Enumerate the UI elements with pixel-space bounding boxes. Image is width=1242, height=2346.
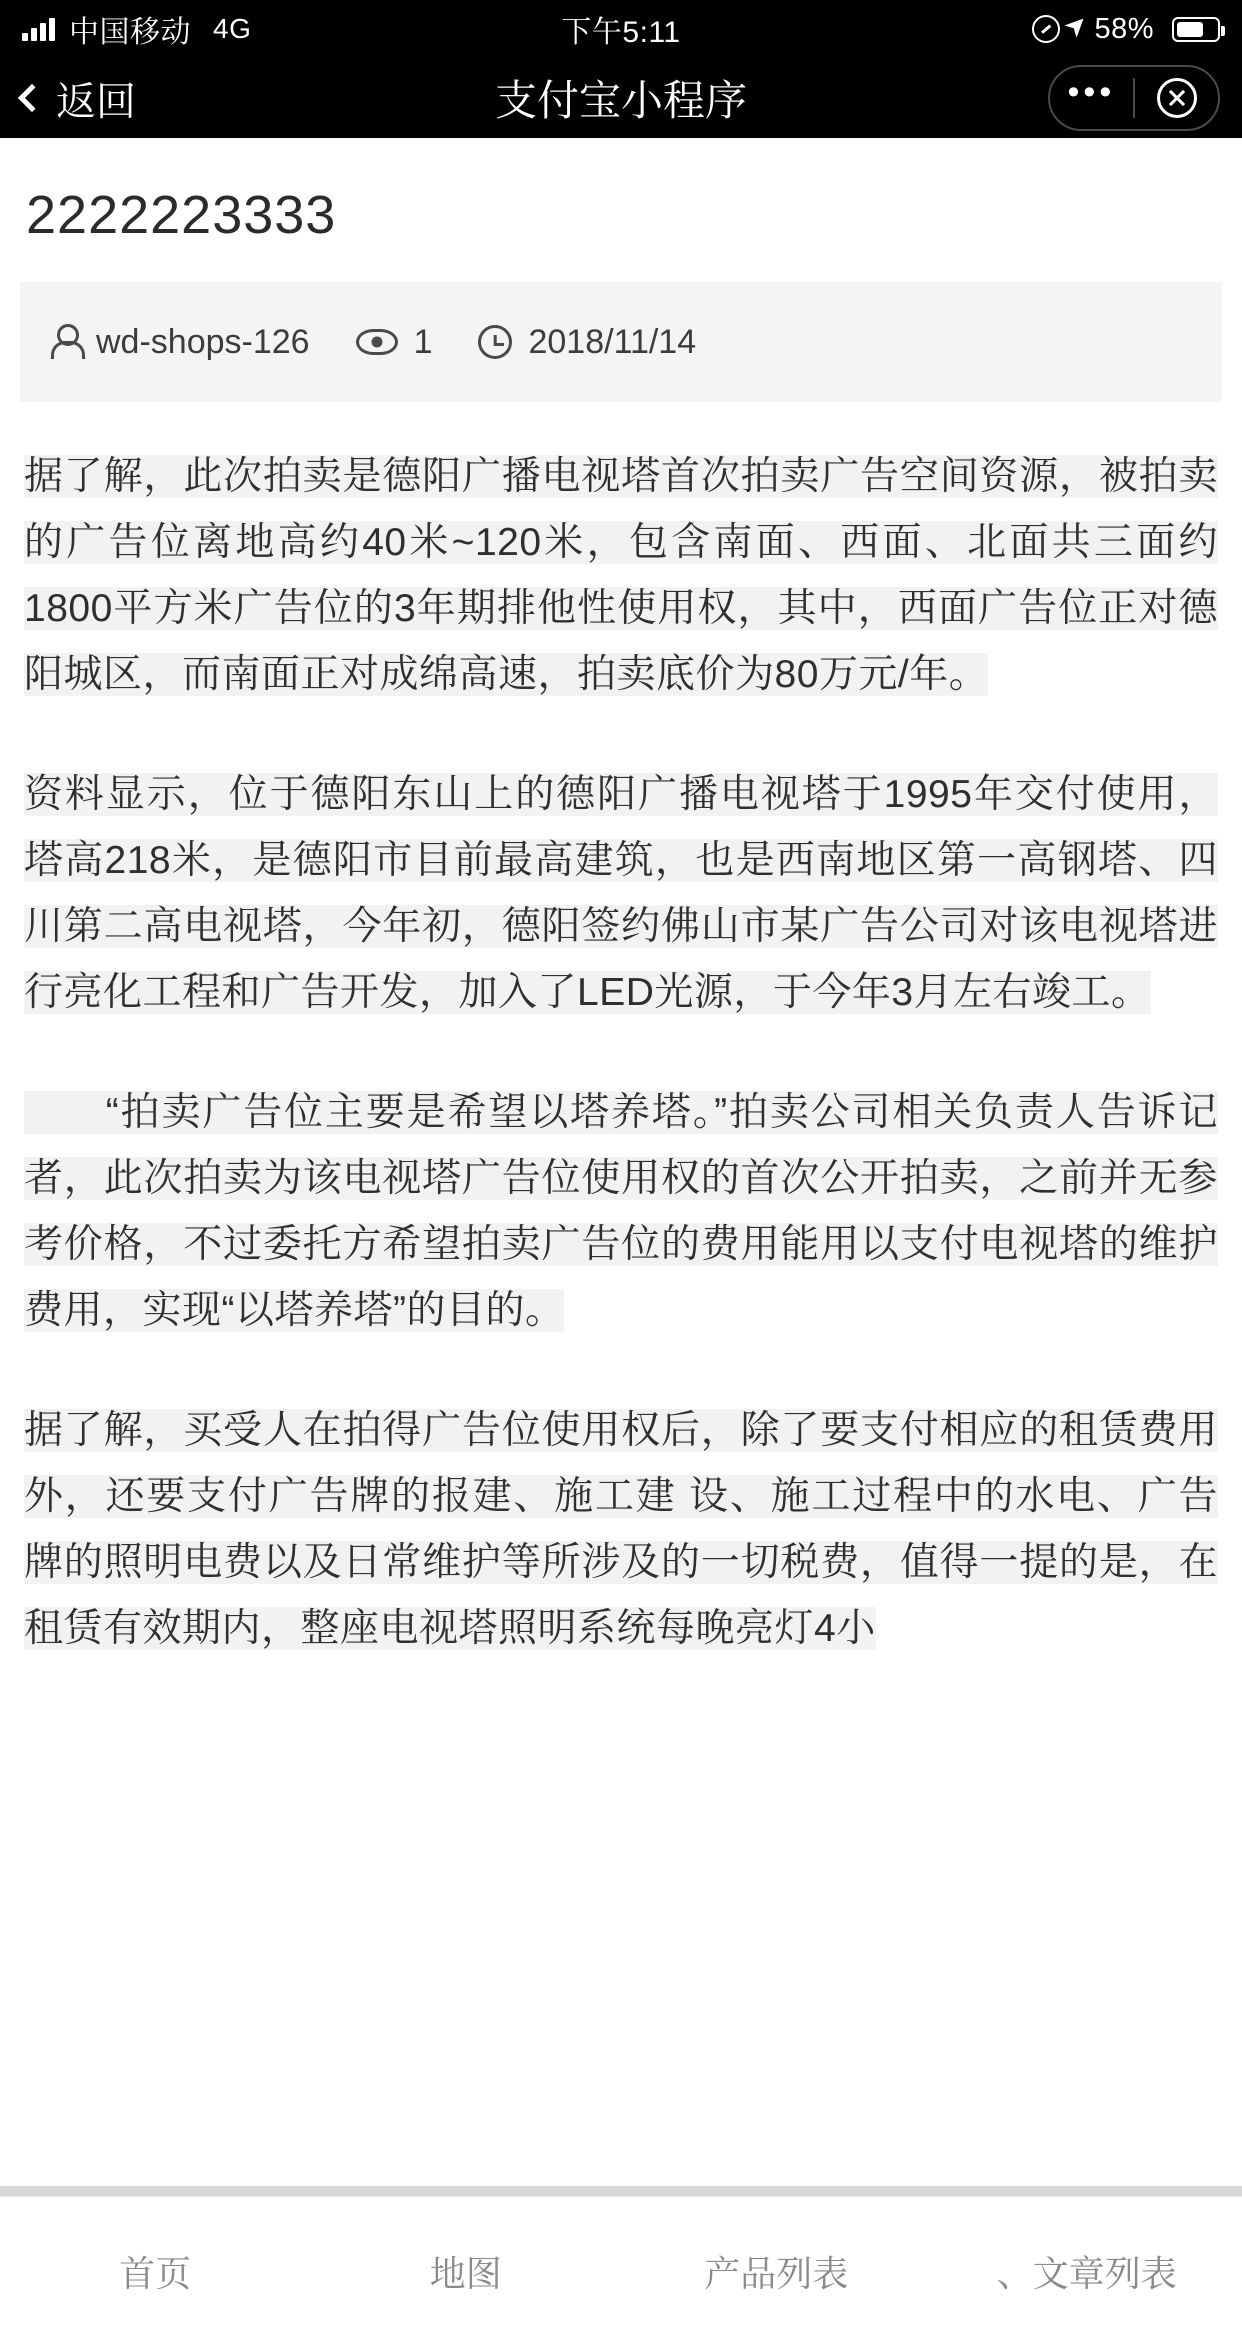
article-paragraph-text: “拍卖广告位主要是希望以塔养塔。”拍卖公司相关负责人告诉记者，此次拍卖为该电视塔广告位使用权的首次公开拍卖，之前并无参考价格，不过委托方希望拍卖广告位的费用能用以支付电视塔的维护费用，实现“以塔养塔”的目的。 (24, 1091, 1218, 1332)
status-bar-right (681, 13, 1220, 46)
page-title: 支付宝小程序 (0, 68, 1242, 128)
close-button[interactable] (1135, 78, 1218, 118)
nav-capsule (1048, 65, 1220, 131)
article-title: 2222223333 (0, 138, 1242, 246)
battery-icon (1172, 17, 1220, 42)
meta-views (356, 323, 433, 362)
article-paragraph (24, 762, 1218, 1026)
network-type-label: 4G (213, 13, 251, 45)
tab-product-list[interactable]: 产品列表 (621, 2246, 932, 2297)
article-paragraph (24, 1398, 1218, 1662)
article-meta (20, 282, 1222, 402)
article-paragraph (24, 444, 1218, 708)
article-paragraph-text: 据了解，买受人在拍得广告位使用权后，除了要支付相应的租赁费用外，还要支付广告牌的报建、施工建 设、施工过程中的水电、广告牌的照明电费以及日常维护等所涉及的一切税费，值得一提的是，在租赁有效期内，整座电视塔照明系统每晚亮灯4小 (24, 1409, 1218, 1650)
meta-author-label: wd-shops-126 (96, 323, 310, 362)
meta-views-label: 1 (414, 323, 433, 362)
status-bar (0, 0, 1242, 58)
clock-icon (478, 325, 512, 359)
tab-home[interactable]: 首页 (0, 2246, 311, 2297)
lock-rotation-icon (1032, 15, 1060, 43)
close-icon (1157, 78, 1197, 118)
tab-bar (0, 2196, 1242, 2346)
battery-percent-label: 58% (1094, 13, 1154, 46)
chevron-left-icon (18, 84, 46, 112)
carrier-label: 中国移动 (69, 7, 191, 51)
signal-icon (22, 17, 55, 41)
more-options-button[interactable]: ••• (1050, 82, 1133, 114)
meta-author (50, 323, 310, 362)
back-button-label: 返回 (56, 70, 136, 127)
eye-icon (356, 329, 398, 355)
back-button[interactable] (22, 70, 136, 127)
article-content (0, 138, 1242, 2346)
status-bar-left (22, 7, 561, 51)
article-paragraph-text: 据了解，此次拍卖是德阳广播电视塔首次拍卖广告空间资源，被拍卖的广告位离地高约40米~120米，包含南面、西面、北面共三面约1800平方米广告位的3年期排他性使用权，其中，西面广告位正对德阳城区，而南面正对成绵高速，拍卖底价为80万元/年。 (24, 455, 1218, 696)
meta-date-label: 2018/11/14 (528, 323, 696, 362)
tab-map[interactable]: 地图 (311, 2246, 622, 2297)
tab-article-list[interactable]: 、文章列表 (932, 2246, 1242, 2297)
article-body (0, 402, 1242, 1662)
article-paragraph-text: 资料显示，位于德阳东山上的德阳广播电视塔于1995年交付使用，塔高218米，是德阳市目前最高建筑，也是西南地区第一高钢塔、四川第二高电视塔，今年初，德阳签约佛山市某广告公司对该电视塔进行亮化工程和广告开发，加入了LED光源，于今年3月左右竣工。 (24, 773, 1218, 1014)
status-bar-clock: 下午5:11 (561, 7, 680, 51)
nav-bar (0, 58, 1242, 138)
person-icon (50, 324, 80, 360)
content-divider (0, 2186, 1242, 2196)
article-paragraph (24, 1080, 1218, 1344)
meta-date (478, 323, 696, 362)
